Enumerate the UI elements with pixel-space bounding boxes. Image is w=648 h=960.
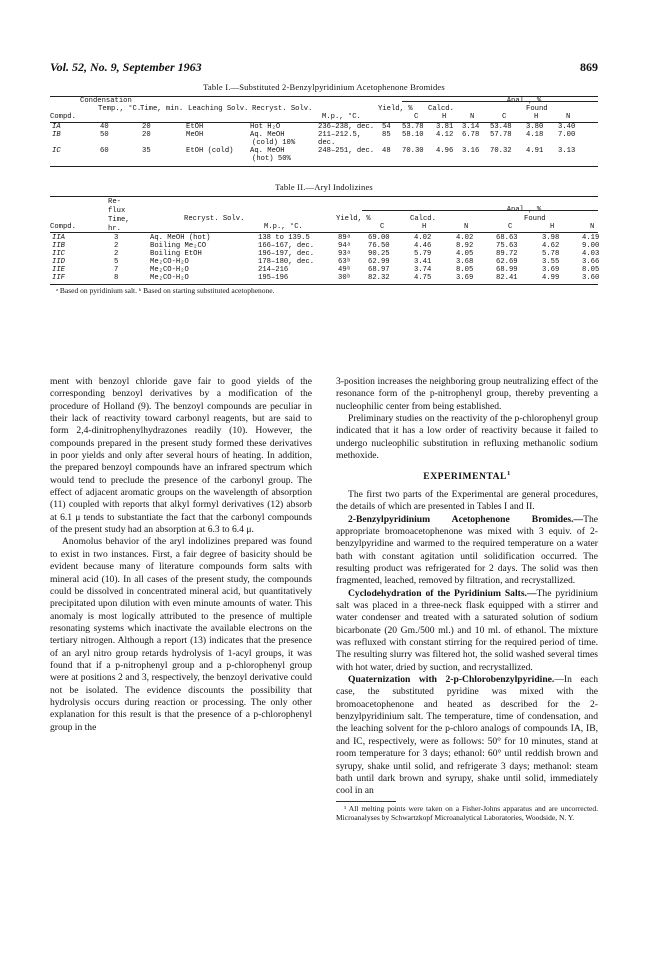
t2-cell: 4.75: [414, 274, 432, 282]
t2-h: H: [422, 223, 427, 231]
t2-cell: 5.78: [542, 250, 560, 258]
t1-cell: Aq. MeOH: [250, 131, 285, 139]
body-paragraph: Anomolus behavior of the aryl indolizines prepared was found to exist in two instances. First, a fair degree of basicity should be evident because many of literature compounds form salts with mineral acid (10). In all cases of the present study, the compounds could be dissolved in concentrated mineral acid, but quantitatively precipitated upon dilution with even minute amounts of water. This anomaly is most logically attributed to the presence of multiple resonating systems which inactivate the available electrons on the tertiary nitrogen. Although a report (13) indicates that the presence of an aryl nitro group retards hydrolysis of 1-acyl groups, it was found that if a p-nitrophenyl group and a p-chlorophenyl group were at positions 2 and 3, respectively, the benzoyl derivative could not be isolated. The evidence discounts the possibility that hydrolysis occurs during reaction or processing. The only other explanation for this result is that the presence of a p-chlorophenyl group in the: [50, 536, 312, 733]
t2-cell: 89.72: [496, 250, 518, 258]
procedure-text: —In each case, the substituted pyridine was mixed with the bromoacetophenone and heated as described for the 2-benzylpyridinium salt. The temperature, time of condensation, and the leaching solvent for the p-chloro analogs of compounds IA, IB, and IC, respectively, were as follows: 50° for 10 minutes, stand at room temperature for 3 days; ethanol: 60° until reddish brown and syrupy, shake until solid, and refrigerate 3 days; methanol: steam bath until dark brown and syrupy, shake until solid, immediately cool in an: [336, 674, 598, 797]
t2-cell: 196–197, dec.: [258, 250, 315, 258]
t2-cell: 3.98: [542, 234, 560, 242]
t1-fn: N: [566, 113, 571, 121]
t1-cell: 4.18: [526, 131, 544, 139]
t2-c: C: [380, 223, 385, 231]
t1-cell: 53.48: [490, 123, 512, 131]
table1-caption: Table I.—Substituted 2-Benzylpyridinium Acetophenone Bromides: [203, 82, 445, 92]
t1-temp: Temp., °C.: [98, 105, 142, 113]
t2-found: Found: [524, 215, 546, 223]
t2-cell: 62.99: [368, 258, 390, 266]
t1-cell: 6.78: [462, 131, 480, 139]
footnote-rule: [336, 801, 396, 802]
t2-cell: 3.55: [542, 258, 560, 266]
t2-reflux: Re-flux Time, hr.: [108, 198, 130, 233]
t2-cell: 76.50: [368, 242, 390, 250]
t1-cell: 3.16: [462, 147, 480, 155]
t2-cell: 90.25: [368, 250, 390, 258]
t2-cell: 4.46: [414, 242, 432, 250]
t1-cond-group: Condensation: [80, 97, 132, 105]
t2-cell: Me₂CO-H₂O: [150, 258, 189, 266]
run-in-heading: Quaternization with 2-p-Chlorobenzylpyridine.: [348, 674, 555, 686]
t2-cell: 62.69: [496, 258, 518, 266]
t1-cell: MeOH: [186, 131, 204, 139]
t2-cell: 94ᵃ: [338, 242, 351, 250]
running-head: [50, 60, 598, 76]
t1-cell: 60: [100, 147, 109, 155]
t1-anal-rule: [402, 101, 598, 102]
t2-cell: 4.19: [582, 234, 600, 242]
t2-cell: 3.41: [414, 258, 432, 266]
t1-cell: 211–212.5,: [318, 131, 362, 139]
t1-cell: EtOH (cold): [186, 147, 234, 155]
t1-cell: dec.: [318, 139, 336, 147]
t2-cell: Me₂CO-H₂O: [150, 274, 189, 282]
t2-cell: 82.32: [368, 274, 390, 282]
t2-cell: 195–196: [258, 274, 289, 282]
t2-cell: 63ᵇ: [338, 258, 351, 266]
t2-cell: 8: [114, 274, 119, 282]
t2-cell: 4.03: [582, 250, 600, 258]
t1-cell: 70.30: [402, 147, 424, 155]
t1-cell: 4.96: [436, 147, 454, 155]
t1-cell: 57.78: [490, 131, 512, 139]
t2-cell: 4.05: [456, 250, 474, 258]
table2-top-rule: [50, 196, 598, 197]
t2-cell: 49ᵇ: [338, 266, 351, 274]
t2-fn: N: [590, 223, 595, 231]
t1-fc: C: [502, 113, 507, 121]
t1-cell: 58.10: [402, 131, 424, 139]
procedure-paragraph: [336, 588, 598, 674]
t1-mp: M.p., °C.: [322, 113, 361, 121]
t2-cell: 8.05: [456, 266, 474, 274]
t1-cell: 7.00: [558, 131, 576, 139]
procedure-text: The appropriate bromoacetophenone was mixed with 3 equiv. of 2-benzylpyridine and warmed to the required temperature on a water bath with constant agitation until solidification occurred. The resulting product was refrigerated for 2 days. The solid was then fragmented, leached, removed by filtration, and recrystallized.: [336, 513, 598, 587]
t1-cell: 50: [100, 131, 109, 139]
t2-cell: 89ᵃ: [338, 234, 351, 242]
t2-compd: Compd.: [50, 223, 76, 231]
t2-anal: Anal., %: [506, 206, 542, 214]
t1-calcd: Calcd.: [428, 105, 454, 113]
t1-time: Time, min.: [140, 105, 184, 113]
t2-cell: 4.62: [542, 242, 560, 250]
t2-n: N: [464, 223, 469, 231]
t1-cell: 40: [100, 123, 109, 131]
t1-leach: Leaching Solv.: [188, 105, 249, 113]
t1-cell: 248–251, dec.: [318, 147, 375, 155]
t1-cell: 3.81: [436, 123, 454, 131]
t2-row: IIE: [52, 266, 65, 274]
t2-calcd: Calcd.: [410, 215, 436, 223]
t2-cell: Boiling Me₂CO: [150, 242, 207, 250]
t1-cell: 53.78: [402, 123, 424, 131]
t1-fh: H: [534, 113, 539, 121]
procedure-paragraph: [336, 514, 598, 588]
run-in-heading: Cyclodehydration of the Pyridinium Salts.—: [348, 587, 537, 599]
t2-cell: Me₂CO-H₂O: [150, 266, 189, 274]
run-in-heading: 2-Benzylpyridinium Acetophenone Bromides.—: [348, 513, 584, 525]
t2-cell: 3.66: [582, 258, 600, 266]
experimental-heading: EXPERIMENTAL: [423, 471, 507, 483]
right-column: [336, 376, 598, 822]
t2-cell: 214–216: [258, 266, 289, 274]
page-footnote: ¹ All melting points were taken on a Fisher-Johns apparatus and are uncorrected. Microanalyses by Schwartzkopf Microanalytical Laboratories, Woodside, N. Y.: [336, 803, 598, 822]
t2-cell: 4.99: [542, 274, 560, 282]
t2-cell: 3.69: [542, 266, 560, 274]
t2-mp: M.p., °C.: [264, 223, 303, 231]
t2-cell: 75.63: [496, 242, 518, 250]
body-paragraph: 3-position increases the neighboring group neutralizing effect of the resonance form of the p-nitrophenyl group, thereby preventing a nucleophilic center from being established.: [336, 376, 598, 412]
t2-recryst: Recryst. Solv.: [184, 215, 245, 223]
t2-cell: 7: [114, 266, 119, 274]
table2-footnote: ᵃ Based on pyridinium salt. ᵇ Based on starting substituted acetophenone.: [56, 286, 275, 295]
t2-cell: 68.99: [496, 266, 518, 274]
table1: [50, 96, 598, 162]
t2-cell: 82.41: [496, 274, 518, 282]
t1-cell: 3.13: [558, 147, 576, 155]
t1-cell: 3.14: [462, 123, 480, 131]
t1-h: H: [442, 113, 447, 121]
t2-cell: 5.79: [414, 250, 432, 258]
t2-cell: 4.02: [414, 234, 432, 242]
t2-cell: 178–180, dec.: [258, 258, 315, 266]
left-column: [50, 376, 312, 734]
t2-cell: Boiling EtOH: [150, 250, 202, 258]
t1-found: Found: [526, 105, 548, 113]
t1-cell: 70.32: [490, 147, 512, 155]
t2-row: IIA: [52, 234, 65, 242]
t1-cell: 4.12: [436, 131, 454, 139]
t1-cell: 20: [142, 131, 151, 139]
t1-cell: 20: [142, 123, 151, 131]
t2-cell: 3.74: [414, 266, 432, 274]
page-number: 869: [580, 60, 598, 74]
t2-cell: 5: [114, 258, 119, 266]
heading-footnote-marker: 1: [506, 470, 511, 478]
t1-cell: Hot H₂O: [250, 123, 281, 131]
body-paragraph: The first two parts of the Experimental are general procedures, the details of which are presented in Tables I and II.: [336, 488, 598, 513]
t1-row: IB: [52, 131, 61, 139]
t2-fc: C: [508, 223, 513, 231]
t2-row: IIC: [52, 250, 65, 258]
t2-cell: 68.63: [496, 234, 518, 242]
body-paragraph: ment with benzoyl chloride gave fair to good yields of the corresponding benzoyl derivatives by a modification of the procedure of Holland (9). The benzoyl compounds are peculiar in their lack of reactivity toward carbonyl reagents, but are said to form 2,4-dinitrophenylhydrazones readily (10). However, the compounds prepared in the present study formed these derivatives in poor yields and only after several hours of heating. In addition, the prepared benzoyl compounds have an infrared spectrum which would tend to preclude the presence of the carbonyl group. The effect of adjacent aromatic groups on the wavelength of absorption (11) coupled with reports that alkyl formyl derivatives (12) absorb at 6.1 μ tends to substantiate the fact that the carbonyl compounds of the present study had an absorption at 6.3 to 6.4 μ.: [50, 376, 312, 536]
t1-c: C: [414, 113, 419, 121]
t2-yield: Yield, %: [336, 215, 371, 223]
table2-caption: Table II.—Aryl Indolizines: [275, 182, 373, 192]
t1-cell: (cold) 10%: [252, 139, 296, 147]
t2-fh: H: [550, 223, 555, 231]
section-heading: [336, 468, 598, 484]
t2-cell: 3: [114, 234, 119, 242]
t1-row: IC: [52, 147, 61, 155]
body-paragraph: Preliminary studies on the reactivity of the p-chlorophenyl group indicated that it has a low order of reactivity because it failed to undergo nucleophilic substitution in refluxing methanolic sodium methoxide.: [336, 413, 598, 462]
t1-cell: EtOH: [186, 123, 204, 131]
t2-row: IID: [52, 258, 65, 266]
t1-cell: 35: [142, 147, 151, 155]
table2-bottom-rule: [50, 284, 598, 285]
t1-row: IA: [52, 123, 61, 131]
t1-cell: 85: [382, 131, 391, 139]
t2-cell: 9.00: [582, 242, 600, 250]
t1-cell: Aq. MeOH: [250, 147, 285, 155]
t2-cell: 4.02: [456, 234, 474, 242]
t2-cell: 2: [114, 242, 119, 250]
t1-cell: (hot) 50%: [252, 155, 291, 163]
t2-cell: 2: [114, 250, 119, 258]
t2-cell: Aq. MeOH (hot): [150, 234, 211, 242]
t1-cell: 236–238, dec.: [318, 123, 375, 131]
t1-anal: Anal., %: [506, 97, 542, 105]
t1-compd: Compd.: [50, 113, 76, 121]
t2-cell: 138 to 139.5: [258, 234, 310, 242]
t2-cell: 30ᵇ: [338, 274, 351, 282]
t2-header-rule: [50, 232, 598, 233]
t1-cell: 48: [382, 147, 391, 155]
procedure-text: The pyridinium salt was placed in a three-neck flask equipped with a stirrer and water condenser and treated with a saturated solution of sodium bicarbonate (20 Gm./500 ml.) and 10 ml. of ethanol. The mixture was refluxed with constant stirring for the required period of time. The resulting slurry was filtered hot, the solid washed several times with hot water, dried by suction, and recrystallized.: [336, 587, 598, 673]
procedure-paragraph: [336, 674, 598, 797]
t2-cell: 8.05: [582, 266, 600, 274]
t2-cell: 3.68: [456, 258, 474, 266]
t1-cell: 3.80: [526, 123, 544, 131]
t2-anal-rule: [362, 210, 598, 211]
t2-row: IIF: [52, 274, 65, 282]
t2-cell: 93ᵃ: [338, 250, 351, 258]
t2-cell: 69.00: [368, 234, 390, 242]
t1-cell: 54: [382, 123, 391, 131]
t1-cell: 3.40: [558, 123, 576, 131]
t1-n: N: [470, 113, 475, 121]
t2-cell: 68.97: [368, 266, 390, 274]
journal-issue: Vol. 52, No. 9, September 1963: [50, 60, 202, 74]
t2-row: IIB: [52, 242, 65, 250]
t2-cell: 8.92: [456, 242, 474, 250]
t1-recryst: Recryst. Solv.: [252, 105, 313, 113]
t2-cell: 166–167, dec.: [258, 242, 315, 250]
t1-cell: 4.91: [526, 147, 544, 155]
t2-cell: 3.60: [582, 274, 600, 282]
t1-yield: Yield, %: [378, 105, 413, 113]
t2-cell: 3.69: [456, 274, 474, 282]
table2: [50, 196, 598, 356]
table1-bottom-rule: [50, 166, 598, 167]
